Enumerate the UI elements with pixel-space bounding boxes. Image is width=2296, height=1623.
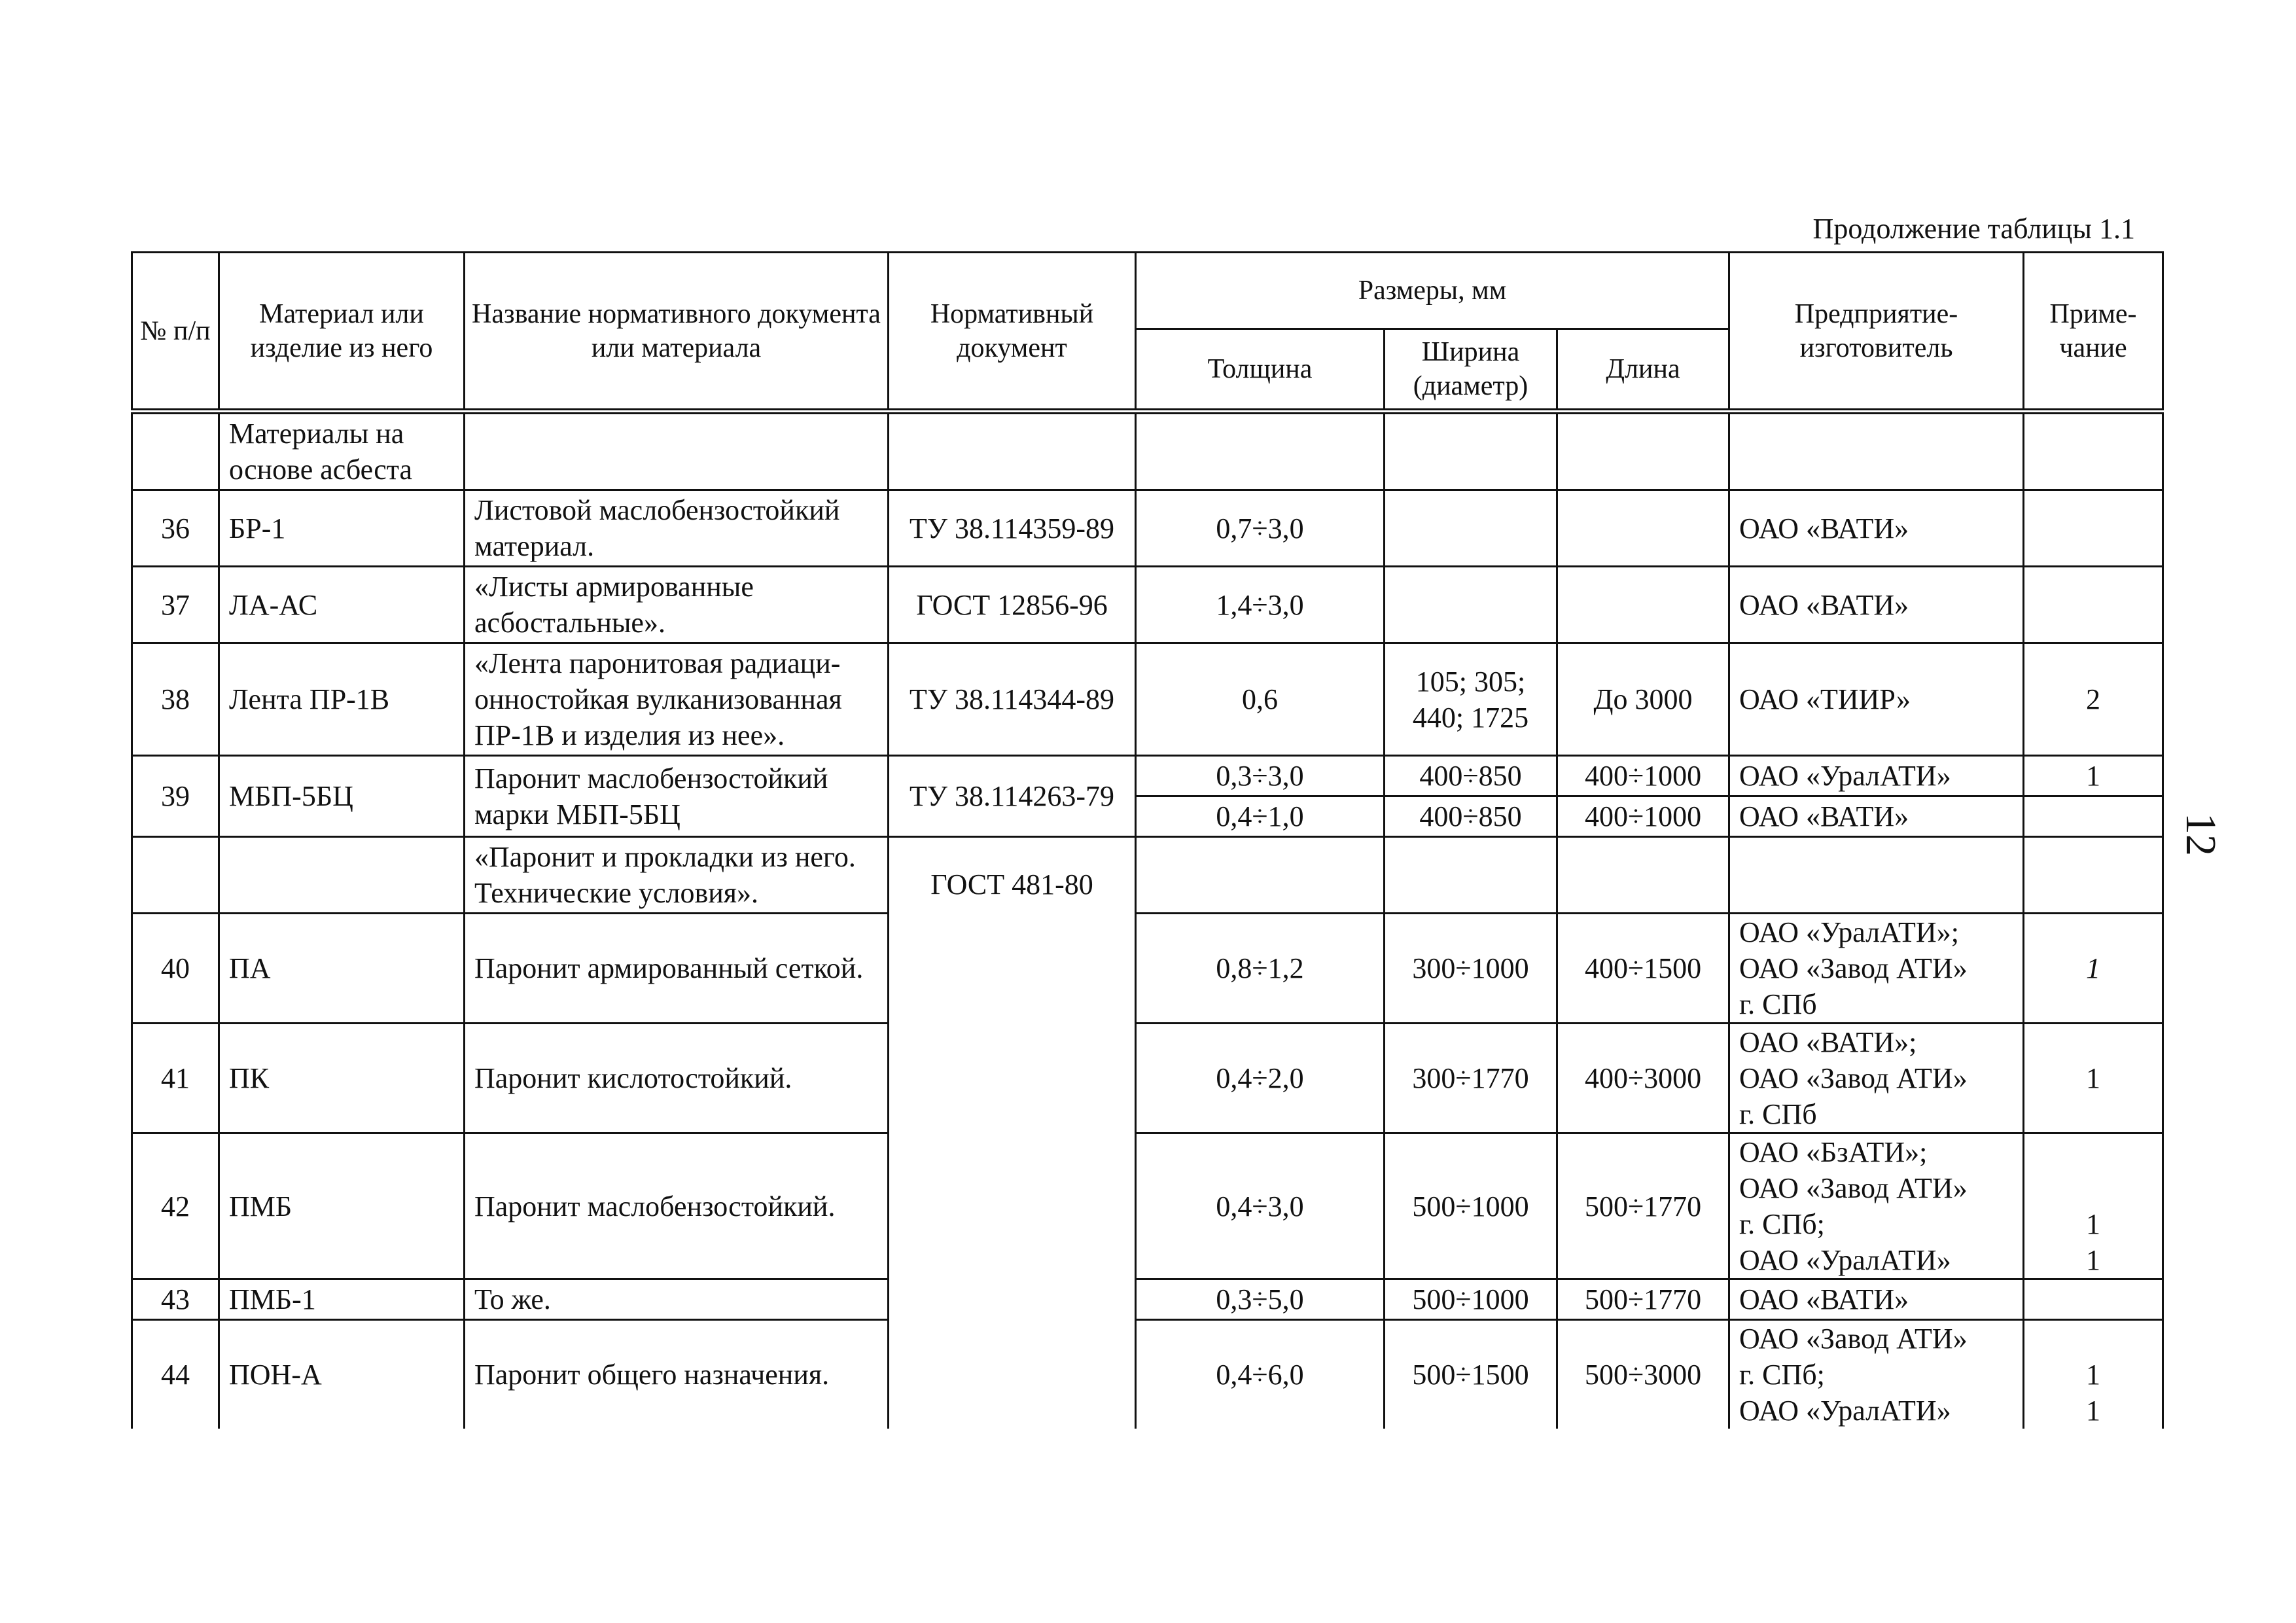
row-maker: ОАО «УралАТИ» [1729,756,2024,796]
row-name: Паронит маслобензостойкий марки МБП-5БЦ [465,756,889,837]
row-num: 36 [132,490,219,567]
row-length: 400÷3000 [1557,1024,1729,1133]
row-doc: ГОСТ 481-80 [889,837,1136,1429]
maker-line: г. СПб [1739,988,1817,1020]
row-name: То же. [465,1279,889,1320]
section-row [132,412,2163,490]
row-name: «Листы армированные асбостальные». [465,567,889,643]
row-num: 40 [132,914,219,1024]
row-note: 1 [2024,914,2163,1024]
row-material: БР-1 [219,490,465,567]
row-width: 400÷850 [1385,796,1557,837]
row-length: 400÷1000 [1557,756,1729,796]
maker-line: ОАО «Завод АТИ» [1739,1323,1968,1355]
row-doc: ТУ 38.114263-79 [889,756,1136,837]
section-title: Материалы на основе асбеста [219,412,465,490]
row-length: 500÷3000 [1557,1320,1729,1429]
header-maker: Предприятие-изготовитель [1729,253,2024,412]
row-length: 500÷1770 [1557,1279,1729,1320]
row-maker [1729,1320,2024,1429]
header-num: № п/п [132,253,219,412]
row-note [2024,490,2163,567]
table-row [132,567,2163,643]
row-note [2024,1133,2163,1279]
row-length: 400÷1000 [1557,796,1729,837]
row-thickness: 0,8÷1,2 [1136,914,1385,1024]
row-note [2024,567,2163,643]
row-thickness: 0,6 [1136,643,1385,756]
row-num: 44 [132,1320,219,1429]
row-name: «Паронит и прокладки из него. Технические условия». [465,837,889,914]
row-material: ПОН-А [219,1320,465,1429]
row-thickness: 0,4÷3,0 [1136,1133,1385,1279]
row-width: 500÷1000 [1385,1133,1557,1279]
row-width: 300÷1000 [1385,914,1557,1024]
row-maker: ОАО «ВАТИ» [1729,490,2024,567]
row-doc: ГОСТ 12856-96 [889,567,1136,643]
row-thickness: 1,4÷3,0 [1136,567,1385,643]
row-name: «Лента паронитовая радиаци-онностойкая вулканизованная ПР-1В и изделия из нее». [465,643,889,756]
table-row [132,1320,2163,1429]
row-name: Паронит маслобензостойкий. [465,1133,889,1279]
maker-line: г. СПб [1739,1098,1817,1130]
maker-line: ОАО «Завод АТИ» [1739,1172,1968,1204]
row-width: 400÷850 [1385,756,1557,796]
row-name: Листовой маслобензостойкий материал. [465,490,889,567]
row-material: ПМБ [219,1133,465,1279]
maker-line: ОАО «ВАТИ»; [1739,1026,1917,1058]
maker-line: г. СПб; [1739,1208,1825,1240]
note-line [2034,1134,2153,1170]
row-num: 39 [132,756,219,837]
row-length: До 3000 [1557,643,1729,756]
row-note: 2 [2024,643,2163,756]
maker-line: ОАО «БзАТИ»; [1739,1136,1928,1168]
row-thickness: 0,7÷3,0 [1136,490,1385,567]
note-line [2034,1170,2153,1206]
row-maker [1729,1133,2024,1279]
header-length: Длина [1557,329,1729,412]
table-row [132,490,2163,567]
header-material: Материал или изделие из него [219,253,465,412]
table-row [132,1024,2163,1133]
row-material: ПК [219,1024,465,1133]
row-thickness: 0,3÷3,0 [1136,756,1385,796]
note-line: 1 [2086,1208,2101,1240]
header-sizes: Размеры, мм [1136,253,1729,329]
row-num [132,837,219,914]
header-thickness: Толщина [1136,329,1385,412]
header-note: Приме-чание [2024,253,2163,412]
row-doc: ТУ 38.114359-89 [889,490,1136,567]
row-thickness: 0,3÷5,0 [1136,1279,1385,1320]
row-name: Паронит армированный сеткой. [465,914,889,1024]
row-material: ПМБ-1 [219,1279,465,1320]
row-length [1557,490,1729,567]
maker-line: ОАО «УралАТИ» [1739,1395,1951,1427]
table-row [132,1279,2163,1320]
row-material: МБП-5БЦ [219,756,465,837]
row-doc: ТУ 38.114344-89 [889,643,1136,756]
row-note [2024,796,2163,837]
note-line [2034,1321,2153,1357]
row-note [2024,1279,2163,1320]
table-row [132,837,2163,914]
header-doc-name: Название нормативного документа или материала [465,253,889,412]
row-num: 37 [132,567,219,643]
row-note [2024,1320,2163,1429]
maker-line: ОАО «Завод АТИ» [1739,952,1968,984]
row-name: Паронит общего назначения. [465,1320,889,1429]
row-num: 42 [132,1133,219,1279]
table-row [132,643,2163,756]
materials-table [131,251,2164,1429]
row-width: 300÷1770 [1385,1024,1557,1133]
note-line: 1 [2086,1244,2101,1276]
row-width [1385,490,1557,567]
note-line: 1 [2086,1395,2101,1427]
table-row [132,756,2163,796]
header-doc: Нормативный документ [889,253,1136,412]
row-num: 38 [132,643,219,756]
row-maker: ОАО «ВАТИ» [1729,1279,2024,1320]
row-thickness: 0,4÷1,0 [1136,796,1385,837]
row-note: 1 [2024,1024,2163,1133]
row-material: ПА [219,914,465,1024]
maker-line: ОАО «УралАТИ»; [1739,916,1959,948]
row-width: 500÷1000 [1385,1279,1557,1320]
row-width: 500÷1500 [1385,1320,1557,1429]
row-material: ЛА-АС [219,567,465,643]
row-num: 41 [132,1024,219,1133]
table-row [132,1133,2163,1279]
row-material: Лента ПР-1В [219,643,465,756]
row-length: 500÷1770 [1557,1133,1729,1279]
row-material [219,837,465,914]
row-maker: ОАО «ВАТИ» [1729,567,2024,643]
header-width: Ширина (диаметр) [1385,329,1557,412]
row-name: Паронит кислотостойкий. [465,1024,889,1133]
row-width [1385,567,1557,643]
row-width: 105; 305; 440; 1725 [1385,643,1557,756]
table-row [132,914,2163,1024]
maker-line: ОАО «УралАТИ» [1739,1244,1951,1276]
page-number: 12 [2177,813,2225,856]
maker-line: ОАО «Завод АТИ» [1739,1062,1968,1094]
row-num: 43 [132,1279,219,1320]
row-thickness: 0,4÷2,0 [1136,1024,1385,1133]
note-line: 1 [2086,1359,2101,1391]
maker-line: г. СПб; [1739,1359,1825,1391]
row-note: 1 [2024,756,2163,796]
row-maker: ОАО «ТИИР» [1729,643,2024,756]
row-maker [1729,914,2024,1024]
row-length: 400÷1500 [1557,914,1729,1024]
row-maker [1729,1024,2024,1133]
row-length [1557,567,1729,643]
row-maker: ОАО «ВАТИ» [1729,796,2024,837]
table-caption: Продолжение таблицы 1.1 [1812,213,2135,245]
row-thickness: 0,4÷6,0 [1136,1320,1385,1429]
